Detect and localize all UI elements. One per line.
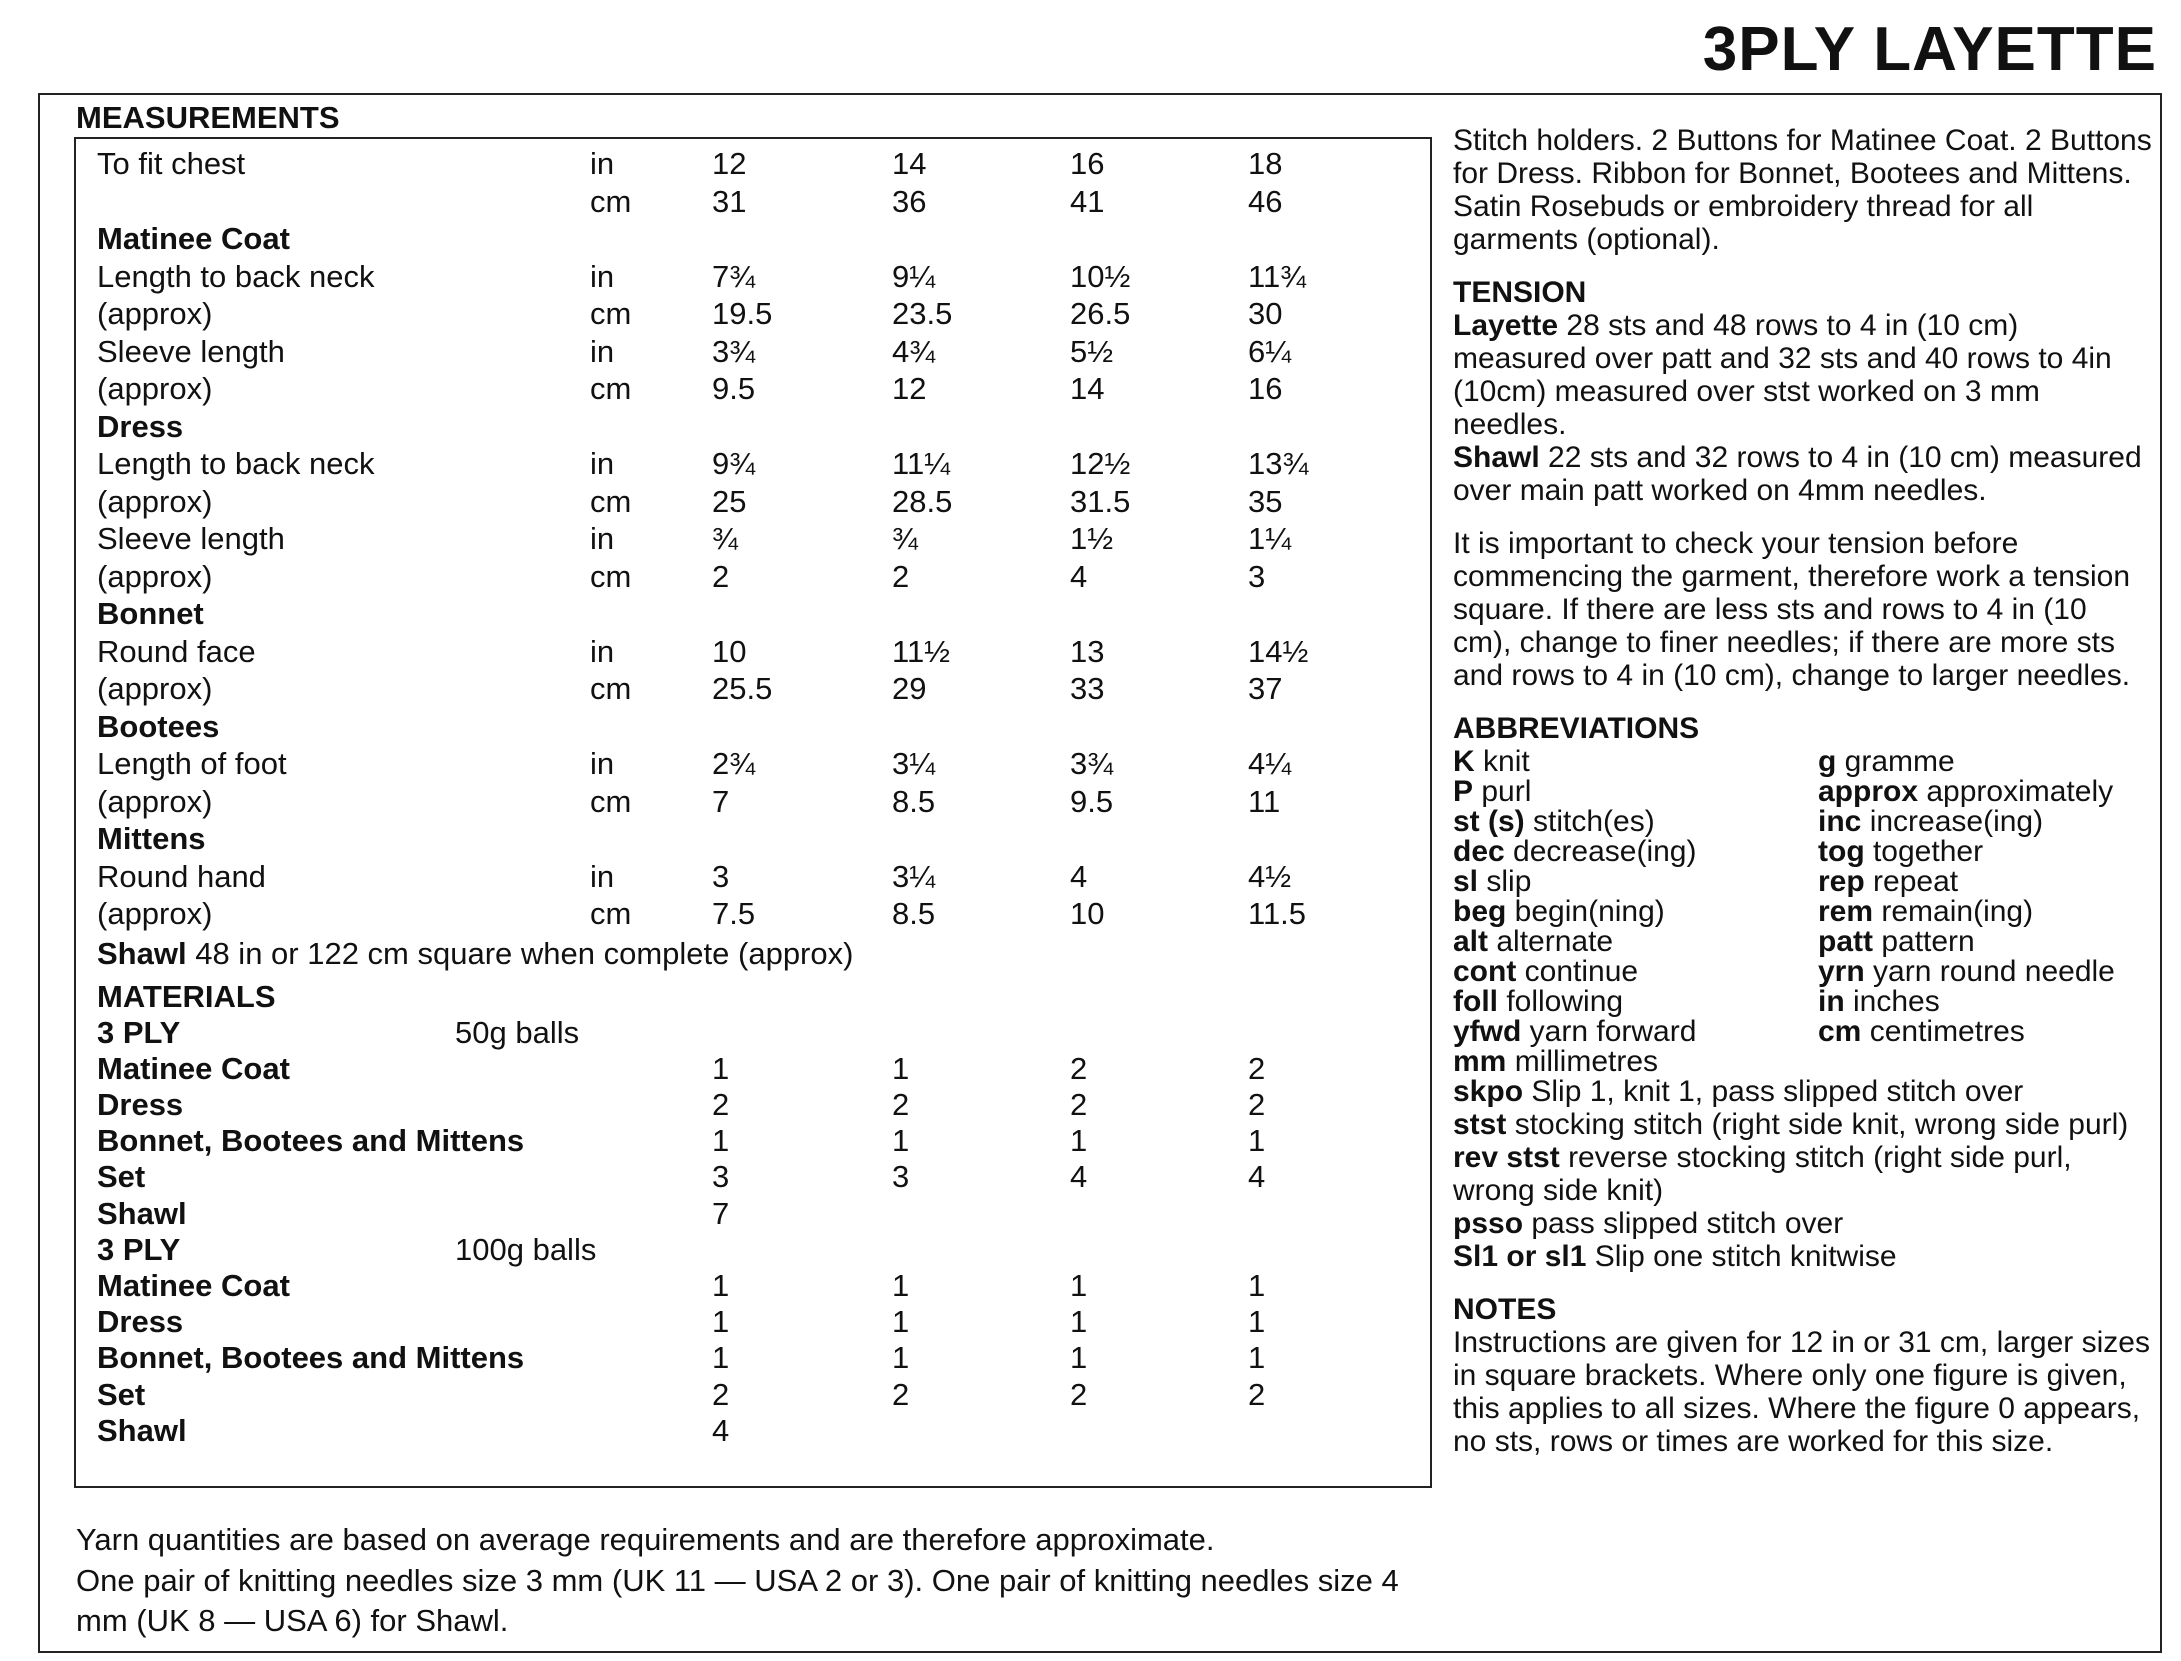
abbr-term: patt xyxy=(1818,925,1873,958)
abbr-definition: Slip 1, knit 1, pass slipped stitch over xyxy=(1523,1075,2024,1108)
tension-note: It is important to check your tension before commencing the garment, therefore work a tension square. If there are less sts and rows to 4 in (10 cm), change to finer needles; if there are more sts and rows to 4 in (10 cm), change to larger needles. xyxy=(1453,527,2131,692)
abbr-definition: following xyxy=(1498,985,1624,1018)
abbreviation-item xyxy=(1453,835,1696,868)
abbr-term: yfwd xyxy=(1453,1015,1522,1048)
row-label: To fit chest xyxy=(97,146,246,181)
quantity-cell: 2 xyxy=(712,1086,730,1122)
value-cell: 12 xyxy=(892,371,927,406)
value-cell: 41 xyxy=(1070,183,1105,219)
abbr-term: psso xyxy=(1453,1207,1524,1240)
tension-shawl-term: Shawl xyxy=(1453,441,1540,474)
abbreviation-item xyxy=(1453,745,1530,778)
section-heading: Dress xyxy=(97,408,184,444)
abbr-definition: decrease(ing) xyxy=(1504,835,1697,868)
value-cell: 11.5 xyxy=(1248,896,1307,931)
value-cell: 14 xyxy=(1070,371,1105,406)
abbreviation-item xyxy=(1818,745,1955,778)
row-label: (approx) xyxy=(97,783,213,819)
value-cell: 26.5 xyxy=(1070,296,1131,331)
row-label: (approx) xyxy=(97,896,213,931)
section-heading: Bonnet xyxy=(97,596,204,631)
abbr-term: alt xyxy=(1453,925,1489,958)
abbreviation-item xyxy=(1453,1015,1696,1048)
unit-label: in xyxy=(590,258,615,294)
value-cell: 10 xyxy=(1070,896,1105,931)
value-cell: 11 xyxy=(1248,783,1281,819)
value-cell: 3¼ xyxy=(892,746,936,781)
abbr-term: beg xyxy=(1453,895,1507,928)
abbr-term: skpo xyxy=(1453,1075,1524,1108)
quantity-cell: 1 xyxy=(892,1304,910,1340)
quantity-cell: 2 xyxy=(1248,1050,1266,1086)
tension-heading: TENSION xyxy=(1453,276,1587,309)
quantity-cell: 4 xyxy=(1070,1159,1088,1195)
value-cell: 2 xyxy=(712,558,730,594)
abbr-definition: stitch(es) xyxy=(1524,805,1655,838)
shawl-term: Shawl xyxy=(97,935,187,971)
abbreviation-item xyxy=(1453,775,1531,808)
page-title: 3PLY LAYETTE xyxy=(1702,15,2157,84)
tension-shawl xyxy=(1453,441,2153,507)
quantity-cell: 2 xyxy=(1070,1086,1088,1122)
abbreviation-item xyxy=(1818,955,2115,988)
abbreviation-item xyxy=(1453,1240,2153,1273)
value-cell: 8.5 xyxy=(892,896,936,931)
abbr-definition: gramme xyxy=(1836,745,1955,778)
unit-label: cm xyxy=(590,483,632,519)
quantity-cell: 1 xyxy=(712,1050,730,1086)
value-cell: 4 xyxy=(1070,858,1088,894)
quantity-cell: 2 xyxy=(1248,1086,1266,1122)
abbr-definition: remain(ing) xyxy=(1873,895,2034,928)
unit-label: cm xyxy=(590,371,632,406)
unit-label: cm xyxy=(590,896,632,931)
material-label: Bonnet, Bootees and Mittens xyxy=(97,1123,525,1159)
unit-label: in xyxy=(590,146,615,181)
value-cell: 25.5 xyxy=(712,671,773,706)
value-cell: 5½ xyxy=(1070,333,1114,369)
shawl-size xyxy=(97,935,854,971)
material-label: Dress xyxy=(97,1304,184,1340)
value-cell: 28.5 xyxy=(892,483,953,519)
value-cell: 13 xyxy=(1070,633,1105,669)
value-cell: 30 xyxy=(1248,296,1283,331)
quantity-cell: 4 xyxy=(712,1412,730,1448)
abbreviation-item xyxy=(1453,1108,2153,1141)
quantity-cell: 1 xyxy=(1070,1340,1088,1376)
value-cell: 1½ xyxy=(1070,521,1114,556)
abbr-term: tog xyxy=(1818,835,1865,868)
value-cell: 4¼ xyxy=(1248,746,1292,781)
abbr-definition: increase(ing) xyxy=(1861,805,2044,838)
value-cell: 11¾ xyxy=(1248,258,1307,294)
quantity-cell: 2 xyxy=(712,1376,730,1412)
quantity-cell: 1 xyxy=(892,1267,910,1303)
abbreviation-item xyxy=(1818,775,2113,808)
value-cell: 36 xyxy=(892,183,927,219)
quantity-cell: 2 xyxy=(892,1376,910,1412)
abbreviation-item xyxy=(1453,1141,2153,1207)
quantity-cell: 1 xyxy=(1248,1340,1266,1376)
value-cell: 25 xyxy=(712,483,747,519)
abbreviations-grid xyxy=(1453,745,2153,1078)
abbr-definition: inches xyxy=(1844,985,1940,1018)
quantity-cell: 1 xyxy=(892,1050,910,1086)
value-cell: 6¼ xyxy=(1248,333,1292,369)
material-label: Set xyxy=(97,1376,146,1412)
abbr-term: in xyxy=(1818,985,1845,1018)
extras-text: Stitch holders. 2 Buttons for Matinee Coat. 2 Buttons for Dress. Ribbon for Bonnet, Bootees and Mittens. Satin Rosebuds or embroidery thread for all garments (optional). xyxy=(1453,124,2152,256)
abbr-term: rem xyxy=(1818,895,1874,928)
value-cell: 16 xyxy=(1248,371,1283,406)
abbr-term: inc xyxy=(1818,805,1862,838)
value-cell: 3 xyxy=(1248,558,1266,594)
row-label: Length of foot xyxy=(97,746,287,781)
value-cell: 10 xyxy=(712,633,747,669)
abbreviations-long xyxy=(1453,1075,2153,1273)
value-cell: 4½ xyxy=(1248,858,1292,894)
material-label: Set xyxy=(97,1159,146,1195)
quantity-cell: 1 xyxy=(1248,1267,1266,1303)
abbr-definition: slip xyxy=(1478,865,1532,898)
abbr-term: rep xyxy=(1818,865,1865,898)
value-cell: 8.5 xyxy=(892,783,936,819)
abbr-term: Sl1 or sl1 xyxy=(1453,1240,1587,1273)
abbr-definition: centimetres xyxy=(1861,1015,2025,1048)
yarn-type: 3 PLY xyxy=(97,1231,181,1267)
abbr-definition: purl xyxy=(1473,775,1532,808)
abbreviation-item xyxy=(1818,925,1975,958)
abbr-definition: repeat xyxy=(1864,865,1959,898)
tension-layette-text: 28 sts and 48 rows to 4 in (10 cm) measured over patt and 32 sts and 40 rows to 4in (10cm) measured over stst worked on 3 mm needles. xyxy=(1453,309,2112,441)
abbreviation-item xyxy=(1818,805,2043,838)
value-cell: 7 xyxy=(712,783,730,819)
row-label: Round face xyxy=(97,633,256,669)
abbr-term: dec xyxy=(1453,835,1505,868)
abbreviations-heading: ABBREVIATIONS xyxy=(1453,712,1700,745)
abbreviation-item xyxy=(1453,985,1623,1018)
quantity-cell: 2 xyxy=(1248,1376,1266,1412)
quantity-cell: 3 xyxy=(712,1159,730,1195)
abbreviation-item xyxy=(1453,925,1613,958)
abbr-term: stst xyxy=(1453,1108,1507,1141)
unit-label: in xyxy=(590,746,615,781)
value-cell: 9.5 xyxy=(712,371,756,406)
quantity-cell: 2 xyxy=(1070,1376,1088,1412)
row-label: (approx) xyxy=(97,558,213,594)
value-cell: 2¾ xyxy=(712,746,756,781)
quantity-cell: 1 xyxy=(1248,1304,1266,1340)
abbreviation-item xyxy=(1453,895,1665,928)
value-cell: 23.5 xyxy=(892,296,953,331)
quantity-cell: 2 xyxy=(1070,1050,1088,1086)
value-cell: 9.5 xyxy=(1070,783,1114,819)
value-cell: ¾ xyxy=(712,521,738,556)
quantity-cell: 1 xyxy=(1070,1267,1088,1303)
abbreviation-item xyxy=(1453,1207,2153,1240)
abbreviation-item xyxy=(1453,1075,2153,1108)
value-cell: 3 xyxy=(712,858,730,894)
unit-label: in xyxy=(590,333,615,369)
abbr-term: K xyxy=(1453,745,1475,778)
abbr-definition: Slip one stitch knitwise xyxy=(1586,1240,1897,1273)
row-label: (approx) xyxy=(97,483,213,519)
quantity-cell: 4 xyxy=(1248,1159,1266,1195)
row-label: Sleeve length xyxy=(97,521,285,556)
abbreviation-item xyxy=(1818,895,2033,928)
value-cell: 11¼ xyxy=(892,446,951,481)
value-cell: 14 xyxy=(892,146,927,181)
abbr-definition: begin(ning) xyxy=(1506,895,1665,928)
value-cell: ¾ xyxy=(892,521,918,556)
tension-layette xyxy=(1453,309,2153,441)
value-cell: 46 xyxy=(1248,183,1283,219)
tension-layette-term: Layette xyxy=(1453,309,1559,342)
abbreviation-item xyxy=(1818,985,1940,1018)
quantity-cell: 1 xyxy=(712,1267,730,1303)
unit-label: cm xyxy=(590,671,632,706)
material-label: Matinee Coat xyxy=(97,1050,290,1086)
section-heading: Bootees xyxy=(97,708,220,744)
quantity-cell: 1 xyxy=(892,1340,910,1376)
right-column xyxy=(1453,124,2153,1458)
value-cell: 2 xyxy=(892,558,910,594)
material-label: Bonnet, Bootees and Mittens xyxy=(97,1340,525,1376)
quantity-cell: 1 xyxy=(892,1123,910,1159)
abbr-term: P xyxy=(1453,775,1474,808)
abbr-definition: approximately xyxy=(1918,775,2114,808)
value-cell: 11½ xyxy=(892,633,951,669)
ball-weight: 50g balls xyxy=(455,1014,580,1050)
yarn-type: 3 PLY xyxy=(97,1014,181,1050)
row-label: Length to back neck xyxy=(97,446,375,481)
abbr-term: cont xyxy=(1453,955,1517,988)
abbr-term: approx xyxy=(1818,775,1919,808)
abbr-definition: pattern xyxy=(1873,925,1975,958)
section-heading: Matinee Coat xyxy=(97,221,290,256)
abbreviation-item xyxy=(1818,1015,2025,1048)
row-label: Sleeve length xyxy=(97,333,285,369)
abbreviation-item xyxy=(1453,805,1655,838)
yarn-note: Yarn quantities are based on average requirements and are therefore approximate. xyxy=(76,1522,1215,1557)
abbr-term: g xyxy=(1818,745,1837,778)
value-cell: 10½ xyxy=(1070,258,1131,294)
value-cell: 33 xyxy=(1070,671,1105,706)
abbreviation-item xyxy=(1818,865,1958,898)
value-cell: 3¼ xyxy=(892,858,936,894)
quantity-cell: 2 xyxy=(892,1086,910,1122)
value-cell: 13¾ xyxy=(1248,446,1309,481)
notes-text: Instructions are given for 12 in or 31 cm, larger sizes in square brackets. Where only one figure is given, this applies to all sizes. Where the figure 0 appears, no sts, rows or times are worked for this size. xyxy=(1453,1326,2150,1458)
row-label: (approx) xyxy=(97,371,213,406)
abbr-term: st (s) xyxy=(1453,805,1525,838)
tension-shawl-text: 22 sts and 32 rows to 4 in (10 cm) measured over main patt worked on 4mm needles. xyxy=(1453,441,2142,507)
unit-label: cm xyxy=(590,783,632,819)
abbr-definition: continue xyxy=(1516,955,1639,988)
quantity-cell: 1 xyxy=(1070,1123,1088,1159)
value-cell: 19.5 xyxy=(712,296,773,331)
quantity-cell: 1 xyxy=(712,1304,730,1340)
value-cell: 4 xyxy=(1070,558,1088,594)
value-cell: 31 xyxy=(712,183,747,219)
abbreviation-item xyxy=(1453,1045,1658,1078)
abbr-term: foll xyxy=(1453,985,1498,1018)
section-heading: Mittens xyxy=(97,821,206,856)
value-cell: 31.5 xyxy=(1070,483,1131,519)
value-cell: 37 xyxy=(1248,671,1283,706)
value-cell: 12 xyxy=(712,146,747,181)
value-cell: 7.5 xyxy=(712,896,756,931)
abbr-definition: yarn forward xyxy=(1521,1015,1697,1048)
abbr-term: rev stst xyxy=(1453,1141,1560,1174)
row-label: Length to back neck xyxy=(97,258,375,294)
notes-heading: NOTES xyxy=(1453,1293,1557,1326)
value-cell: 29 xyxy=(892,671,927,706)
measurements-heading: MEASUREMENTS xyxy=(76,100,340,135)
row-label: Round hand xyxy=(97,858,266,894)
unit-label: in xyxy=(590,446,615,481)
abbr-definition: together xyxy=(1864,835,1984,868)
abbr-definition: reverse stocking stitch (right side purl, wrong side knit) xyxy=(1453,1141,2072,1207)
unit-label: in xyxy=(590,633,615,669)
abbreviation-item xyxy=(1453,865,1531,898)
abbr-definition: stocking stitch (right side knit, wrong side purl) xyxy=(1506,1108,2129,1141)
value-cell: 3¾ xyxy=(712,333,756,369)
unit-label: cm xyxy=(590,296,632,331)
unit-label: in xyxy=(590,858,615,894)
abbr-term: sl xyxy=(1453,865,1479,898)
abbreviation-item xyxy=(1818,835,1983,868)
quantity-cell: 1 xyxy=(712,1340,730,1376)
unit-label: cm xyxy=(590,558,632,594)
value-cell: 12½ xyxy=(1070,446,1131,481)
value-cell: 3¾ xyxy=(1070,746,1114,781)
value-cell: 16 xyxy=(1070,146,1105,181)
unit-label: in xyxy=(590,521,615,556)
quantity-cell: 7 xyxy=(712,1195,730,1231)
value-cell: 35 xyxy=(1248,483,1283,519)
shawl-text: 48 in or 122 cm square when complete (approx) xyxy=(186,935,854,971)
abbr-definition: millimetres xyxy=(1506,1045,1659,1078)
abbr-term: cm xyxy=(1818,1015,1862,1048)
abbr-definition: alternate xyxy=(1488,925,1614,958)
value-cell: 7¾ xyxy=(712,258,756,294)
material-label: Matinee Coat xyxy=(97,1267,290,1303)
unit-label: cm xyxy=(590,183,632,219)
needles-note: One pair of knitting needles size 3 mm (UK 11 — USA 2 or 3). One pair of knitting needles size 4 mm (UK 8 — USA 6) for Shawl. xyxy=(76,1563,1399,1638)
value-cell: 9¼ xyxy=(892,258,936,294)
value-cell: 9¾ xyxy=(712,446,756,481)
abbr-definition: knit xyxy=(1474,745,1530,778)
quantity-cell: 1 xyxy=(712,1123,730,1159)
material-label: Dress xyxy=(97,1086,184,1122)
ball-weight: 100g balls xyxy=(455,1231,597,1267)
material-label: Shawl xyxy=(97,1412,187,1448)
value-cell: 14½ xyxy=(1248,633,1309,669)
abbr-term: mm xyxy=(1453,1045,1507,1078)
quantity-cell: 1 xyxy=(1070,1304,1088,1340)
abbr-definition: yarn round needle xyxy=(1864,955,2115,988)
row-label: (approx) xyxy=(97,296,213,331)
abbr-definition: pass slipped stitch over xyxy=(1523,1207,1844,1240)
row-label: (approx) xyxy=(97,671,213,706)
abbr-term: yrn xyxy=(1818,955,1865,988)
materials-heading: MATERIALS xyxy=(97,978,276,1014)
value-cell: 4¾ xyxy=(892,333,936,369)
abbreviation-item xyxy=(1453,955,1638,988)
quantity-cell: 1 xyxy=(1248,1123,1266,1159)
material-label: Shawl xyxy=(97,1195,187,1231)
value-cell: 18 xyxy=(1248,146,1283,181)
value-cell: 1¼ xyxy=(1248,521,1292,556)
quantity-cell: 3 xyxy=(892,1159,910,1195)
